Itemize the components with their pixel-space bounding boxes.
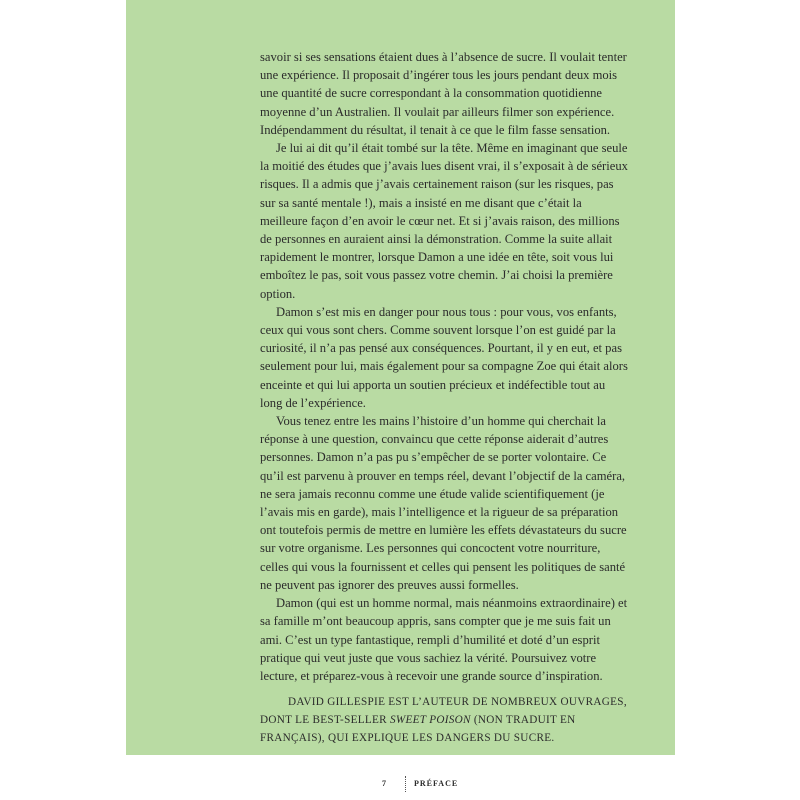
bio-text-start: DAVID GILLESPIE EST L’AUTEUR DE NOMBREUX OUVRAGES, DONT LE BEST-SELLER [260,696,627,727]
section-label: PRÉFACE [414,779,459,788]
paragraph: Vous tenez entre les mains l’histoire d’un homme qui cherchait la réponse à une question, convaincu que cette réponse aiderait d’autres personnes. Damon n’a pas pu s’empêcher de se porter volontaire. Ce qu’il est parvenu à prouver en temps réel, devant l’objectif de la caméra, ne sera jamais reconnu comme une étude valide scientifiquement (je l’avais mis en garde), mais l’intelligence et la rigueur de sa préparation ont toutefois permis de mettre en lumière les effets dévastateurs du sucre sur votre organisme. Les personnes qui concoctent votre nourriture, celles qui vous la fournissent et celles qui pensent les politiques de santé ne peuvent pas ignorer des preuves aussi formelles. [260,414,627,592]
paragraph: Damon (qui est un homme normal, mais néanmoins extraordinaire) et sa famille m’ont beaucoup appris, sans compter que je me suis fait un ami. C’est un type fantastique, rempli d’humilité et doté d’un esprit pratique qui veut juste que vous sachiez la vérité. Poursuivez votre lecture, et préparez-vous à recevoir une grande source d’inspiration. [260,596,628,683]
page-number: 7 [382,779,386,788]
book-title: SWEET POISON [390,714,471,727]
footer-divider [405,776,406,792]
author-bio [260,693,640,748]
paragraph: savoir si ses sensations étaient dues à l’absence de sucre. Il voulait tenter une expérience. Il proposait d’ingérer tous les jours pendant deux mois une quantité de sucre correspondant à la consommation quotidienne moyenne d’un Australien. Il voulait par ailleurs filmer son expérience. Indépendamment du résultat, il tenait à ce que le film fasse sensation. [260,50,627,137]
bio-text-end: (NON TRADUIT EN FRANÇAIS), QUI EXPLIQUE LES DANGERS DU SUCRE. [260,714,576,745]
page-footer [0,776,800,796]
preface-body [260,48,630,685]
paragraph: Je lui ai dit qu’il était tombé sur la tête. Même en imaginant que seule la moitié des études que j’avais lues disent vrai, il s’exposait à de sérieux risques. Il a admis que j’avais certainement raison (sur les risques, pas sur sa santé mentale !), mais a insisté en me disant que c’était la meilleure façon d’en avoir le cœur net. Et si j’avais raison, des millions de personnes en auraient ainsi la démonstration. Comme la suite allait rapidement le montrer, lorsque Damon a une idée en tête, soit vous lui emboîtez le pas, soit vous passez votre chemin. J’ai choisi la première option. [260,141,628,301]
paragraph: Damon s’est mis en danger pour nous tous : pour vous, vos enfants, ceux qui vous sont chers. Comme souvent lorsque l’on est guidé par la curiosité, il n’a pas pensé aux conséquences. Pourtant, il y en eut, et pas seulement pour lui, mais également pour sa compagne Zoe qui était alors enceinte et qui lui apporta un soutien précieux et indéfectible tout au long de l’expérience. [260,304,628,410]
